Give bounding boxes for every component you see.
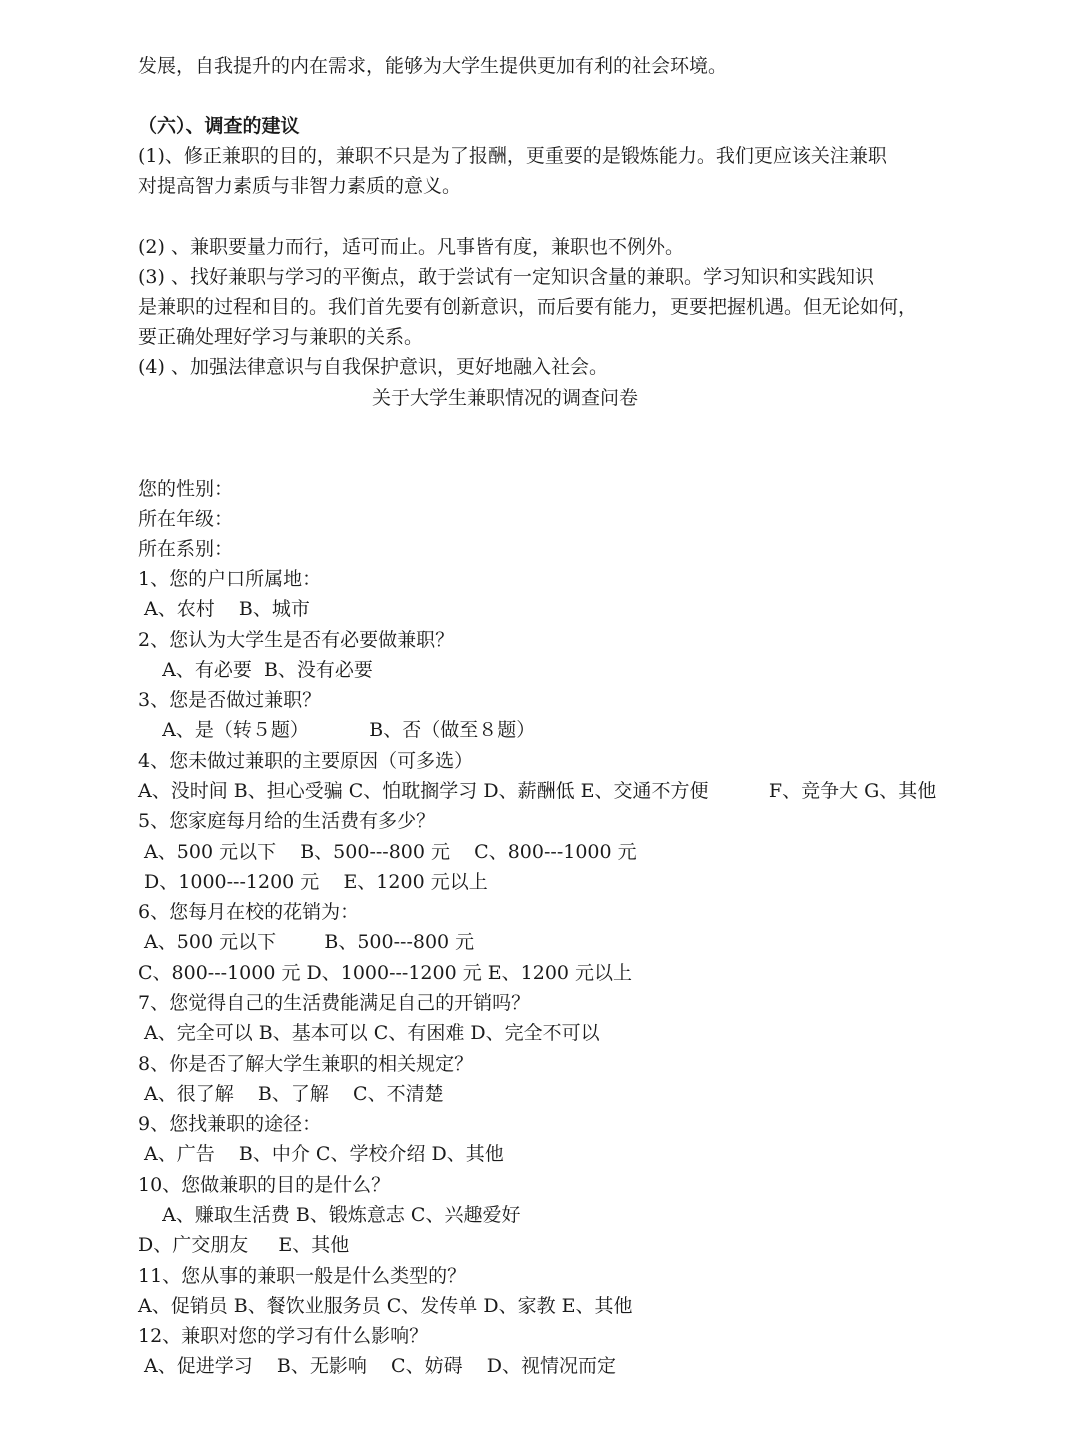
question-12-options: A、促进学习 B、无影响 C、妨碍 D、视情况而定: [138, 1355, 616, 1377]
suggestions-heading: （六）、调查的建议: [138, 115, 300, 137]
questionnaire-title: 关于大学生兼职情况的调查问卷: [371, 387, 638, 409]
question-1: 1、您的户口所属地：: [138, 568, 322, 590]
suggestion-3-line-1: (3) 、找好兼职与学习的平衡点，敢于尝试有一定知识含量的兼职。学习知识和实践知识: [138, 266, 874, 288]
question-6: 6、您每月在校的花销为：: [138, 901, 360, 923]
field-grade: 所在年级：: [138, 508, 234, 530]
field-gender: 您的性别：: [138, 478, 234, 500]
field-department: 所在系别：: [138, 538, 234, 560]
question-9-options: A、广告 B、中介 C、学校介绍 D、其他: [138, 1143, 504, 1165]
question-11: 11、您从事的兼职一般是什么类型的？: [138, 1265, 467, 1287]
report-closing-line: 发展，自我提升的内在需求，能够为大学生提供更加有利的社会环境。: [138, 55, 728, 77]
question-5-options-1: A、500 元以下 B、500---800 元 C、800---1000 元: [138, 841, 637, 863]
question-11-options: A、促销员 B、餐饮业服务员 C、发传单 D、家教 E、其他: [138, 1295, 633, 1317]
question-2-options: A、有必要 B、没有必要: [138, 659, 373, 681]
question-10: 10、您做兼职的目的是什么？: [138, 1174, 391, 1196]
question-10-options-1: A、赚取生活费 B、锻炼意志 C、兴趣爱好: [138, 1204, 521, 1226]
question-10-options-2: D、广交朋友 E、其他: [138, 1234, 350, 1256]
question-5: 5、您家庭每月给的生活费有多少？: [138, 810, 436, 832]
question-7-options: A、完全可以 B、基本可以 C、有困难 D、完全不可以: [138, 1022, 600, 1044]
suggestion-1-line-1: (1)、修正兼职的目的，兼职不只是为了报酬，更重要的是锻炼能力。我们更应该关注兼职: [138, 145, 887, 167]
suggestion-4: (4) 、加强法律意识与自我保护意识，更好地融入社会。: [138, 356, 608, 378]
suggestion-1-line-2: 对提高智力素质与非智力素质的意义。: [138, 175, 462, 197]
question-3: 3、您是否做过兼职？: [138, 689, 322, 711]
question-1-options: A、农村 B、城市: [138, 598, 310, 620]
question-3-options: A、是（转５题） B、否（做至８题）: [138, 719, 536, 741]
question-8: 8、你是否了解大学生兼职的相关规定？: [138, 1053, 474, 1075]
question-9: 9、您找兼职的途径：: [138, 1113, 322, 1135]
question-6-options-2: C、800---1000 元 D、1000---1200 元 E、1200 元以上: [138, 962, 633, 984]
question-2: 2、您认为大学生是否有必要做兼职？: [138, 629, 455, 651]
question-7: 7、您觉得自己的生活费能满足自己的开销吗？: [138, 992, 531, 1014]
question-8-options: A、很了解 B、了解 C、不清楚: [138, 1083, 444, 1105]
suggestion-2: (2) 、兼职要量力而行，适可而止。凡事皆有度，兼职也不例外。: [138, 236, 684, 258]
question-6-options-1: A、500 元以下 B、500---800 元: [138, 931, 475, 953]
suggestion-3-line-3: 要正确处理好学习与兼职的关系。: [138, 326, 424, 348]
suggestion-3-line-2: 是兼职的过程和目的。我们首先要有创新意识，而后要有能力，更要把握机遇。但无论如何，: [138, 296, 918, 318]
question-12: 12、兼职对您的学习有什么影响？: [138, 1325, 429, 1347]
question-4-options: A、没时间 B、担心受骗 C、怕耽搁学习 D、薪酬低 E、交通不方便 F、竞争大 G、其他: [138, 780, 937, 802]
question-4: 4、您未做过兼职的主要原因（可多选）: [138, 750, 474, 772]
question-5-options-2: D、1000---1200 元 E、1200 元以上: [138, 871, 488, 893]
